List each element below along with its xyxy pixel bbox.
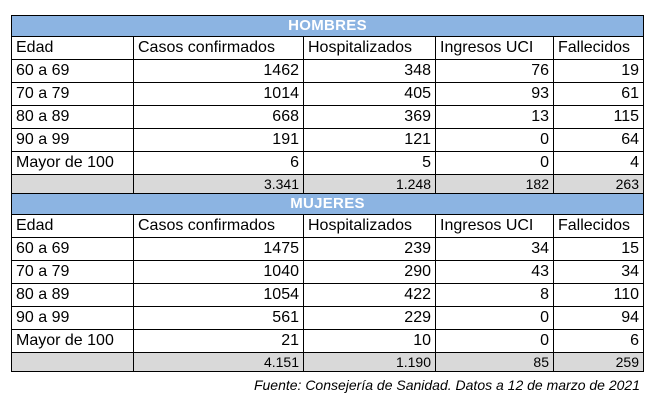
statistics-table: [11, 15, 644, 372]
uci-cell: 34: [436, 238, 554, 261]
total-fallecidos-cell: 259: [554, 353, 644, 372]
table-row: [12, 106, 644, 129]
uci-cell: 93: [436, 83, 554, 106]
total-label-cell: [12, 353, 134, 372]
column-header-uci: Ingresos UCI: [436, 37, 554, 60]
source-note: Fuente: Consejería de Sanidad. Datos a 12 de marzo de 2021: [253, 377, 640, 393]
table-row: [12, 60, 644, 83]
casos-cell: 668: [134, 106, 304, 129]
section-title: MUJERES: [12, 194, 644, 215]
uci-cell: 76: [436, 60, 554, 83]
total-casos-cell: 4.151: [134, 353, 304, 372]
column-header-fallecidos: Fallecidos: [554, 37, 644, 60]
uci-cell: 13: [436, 106, 554, 129]
section-title: HOMBRES: [12, 16, 644, 37]
casos-cell: 191: [134, 129, 304, 152]
total-casos-cell: 3.341: [134, 175, 304, 194]
header-row: [12, 37, 644, 60]
casos-cell: 1054: [134, 284, 304, 307]
data-table-container: [11, 15, 644, 372]
hospitalizados-cell: 229: [304, 307, 436, 330]
hospitalizados-cell: 121: [304, 129, 436, 152]
table-row: [12, 261, 644, 284]
uci-cell: 8: [436, 284, 554, 307]
hospitalizados-cell: 10: [304, 330, 436, 353]
column-header-casos: Casos confirmados: [134, 37, 304, 60]
age-cell: 90 a 99: [12, 129, 134, 152]
table-row: [12, 284, 644, 307]
age-cell: Mayor de 100: [12, 152, 134, 175]
age-cell: 70 a 79: [12, 261, 134, 284]
hospitalizados-cell: 422: [304, 284, 436, 307]
casos-cell: 1040: [134, 261, 304, 284]
age-cell: 60 a 69: [12, 238, 134, 261]
column-header-edad: Edad: [12, 37, 134, 60]
total-fallecidos-cell: 263: [554, 175, 644, 194]
fallecidos-cell: 4: [554, 152, 644, 175]
casos-cell: 6: [134, 152, 304, 175]
totals-row-mujeres: [12, 353, 644, 372]
column-header-edad: Edad: [12, 215, 134, 238]
total-label-cell: [12, 175, 134, 194]
fallecidos-cell: 19: [554, 60, 644, 83]
uci-cell: 0: [436, 307, 554, 330]
fallecidos-cell: 110: [554, 284, 644, 307]
column-header-hospitalizados: Hospitalizados: [304, 215, 436, 238]
age-cell: 60 a 69: [12, 60, 134, 83]
hospitalizados-cell: 405: [304, 83, 436, 106]
casos-cell: 1462: [134, 60, 304, 83]
table-row: [12, 152, 644, 175]
fallecidos-cell: 15: [554, 238, 644, 261]
uci-cell: 0: [436, 330, 554, 353]
age-cell: 80 a 89: [12, 106, 134, 129]
uci-cell: 0: [436, 152, 554, 175]
column-header-casos: Casos confirmados: [134, 215, 304, 238]
section-header-hombres: [12, 16, 644, 37]
hospitalizados-cell: 369: [304, 106, 436, 129]
fallecidos-cell: 61: [554, 83, 644, 106]
uci-cell: 43: [436, 261, 554, 284]
age-cell: 70 a 79: [12, 83, 134, 106]
total-hospitalizados-cell: 1.190: [304, 353, 436, 372]
age-cell: Mayor de 100: [12, 330, 134, 353]
column-header-hospitalizados: Hospitalizados: [304, 37, 436, 60]
table-row: [12, 330, 644, 353]
table-row: [12, 238, 644, 261]
age-cell: 80 a 89: [12, 284, 134, 307]
fallecidos-cell: 64: [554, 129, 644, 152]
total-uci-cell: 182: [436, 175, 554, 194]
hospitalizados-cell: 239: [304, 238, 436, 261]
totals-row-hombres: [12, 175, 644, 194]
table-row: [12, 129, 644, 152]
casos-cell: 1475: [134, 238, 304, 261]
fallecidos-cell: 94: [554, 307, 644, 330]
fallecidos-cell: 115: [554, 106, 644, 129]
fallecidos-cell: 6: [554, 330, 644, 353]
total-uci-cell: 85: [436, 353, 554, 372]
total-hospitalizados-cell: 1.248: [304, 175, 436, 194]
fallecidos-cell: 34: [554, 261, 644, 284]
casos-cell: 561: [134, 307, 304, 330]
hospitalizados-cell: 290: [304, 261, 436, 284]
table-row: [12, 307, 644, 330]
table-row: [12, 83, 644, 106]
column-header-fallecidos: Fallecidos: [554, 215, 644, 238]
age-cell: 90 a 99: [12, 307, 134, 330]
header-row: [12, 215, 644, 238]
casos-cell: 1014: [134, 83, 304, 106]
section-header-mujeres: [12, 194, 644, 215]
uci-cell: 0: [436, 129, 554, 152]
column-header-uci: Ingresos UCI: [436, 215, 554, 238]
hospitalizados-cell: 5: [304, 152, 436, 175]
casos-cell: 21: [134, 330, 304, 353]
hospitalizados-cell: 348: [304, 60, 436, 83]
